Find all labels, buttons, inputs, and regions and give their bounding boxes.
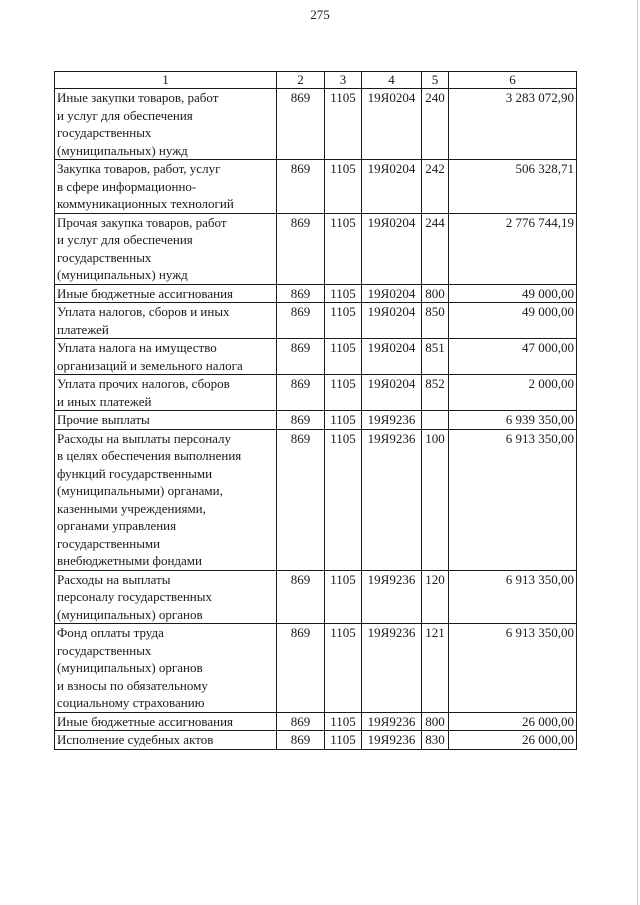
table-row: [55, 160, 577, 214]
code-cell: 869: [277, 339, 325, 375]
amount-cell: 506 328,71: [449, 160, 577, 214]
target-article-cell: 19Я0204: [362, 89, 422, 160]
column-header: 1: [55, 72, 277, 89]
expense-type-cell: 120: [422, 570, 449, 624]
expense-name-cell: Исполнение судебных актов: [55, 731, 277, 750]
target-article-cell: 19Я9236: [362, 624, 422, 713]
column-header: 6: [449, 72, 577, 89]
header-row: [55, 72, 577, 89]
expense-type-cell: 830: [422, 731, 449, 750]
section-cell: 1105: [325, 303, 362, 339]
expense-name-cell: Иные бюджетные ассигнования: [55, 712, 277, 731]
section-cell: 1105: [325, 160, 362, 214]
target-article-cell: 19Я9236: [362, 712, 422, 731]
expense-type-cell: 800: [422, 712, 449, 731]
expense-name-cell: Расходы на выплаты персоналу государственных (муниципальных) органов: [55, 570, 277, 624]
amount-cell: 6 913 350,00: [449, 624, 577, 713]
target-article-cell: 19Я9236: [362, 429, 422, 570]
table-row: [55, 213, 577, 284]
expense-name-cell: Иные закупки товаров, работ и услуг для обеспечения государственных (муниципальных) нужд: [55, 89, 277, 160]
target-article-cell: 19Я9236: [362, 731, 422, 750]
expense-name-cell: Фонд оплаты труда государственных (муниципальных) органов и взносы по обязательному социальному страхованию: [55, 624, 277, 713]
target-article-cell: 19Я0204: [362, 375, 422, 411]
table-row: [55, 339, 577, 375]
amount-cell: 2 776 744,19: [449, 213, 577, 284]
section-cell: 1105: [325, 89, 362, 160]
expense-type-cell: 800: [422, 284, 449, 303]
amount-cell: 3 283 072,90: [449, 89, 577, 160]
budget-table: [54, 71, 577, 750]
expense-type-cell: 850: [422, 303, 449, 339]
section-cell: 1105: [325, 213, 362, 284]
expense-type-cell: [422, 411, 449, 430]
section-cell: 1105: [325, 731, 362, 750]
target-article-cell: 19Я0204: [362, 303, 422, 339]
expense-type-cell: 100: [422, 429, 449, 570]
table-row: [55, 284, 577, 303]
column-header: 4: [362, 72, 422, 89]
expense-name-cell: Уплата налогов, сборов и иных платежей: [55, 303, 277, 339]
amount-cell: 2 000,00: [449, 375, 577, 411]
expense-type-cell: 851: [422, 339, 449, 375]
code-cell: 869: [277, 303, 325, 339]
table-body: [55, 89, 577, 750]
amount-cell: 49 000,00: [449, 284, 577, 303]
code-cell: 869: [277, 375, 325, 411]
amount-cell: 49 000,00: [449, 303, 577, 339]
column-header: 3: [325, 72, 362, 89]
code-cell: 869: [277, 624, 325, 713]
page-edge: [637, 0, 638, 905]
target-article-cell: 19Я9236: [362, 570, 422, 624]
code-cell: 869: [277, 89, 325, 160]
section-cell: 1105: [325, 570, 362, 624]
expense-type-cell: 121: [422, 624, 449, 713]
expense-name-cell: Уплата налога на имущество организаций и земельного налога: [55, 339, 277, 375]
code-cell: 869: [277, 160, 325, 214]
expense-name-cell: Иные бюджетные ассигнования: [55, 284, 277, 303]
section-cell: 1105: [325, 712, 362, 731]
column-header: 5: [422, 72, 449, 89]
target-article-cell: 19Я9236: [362, 411, 422, 430]
section-cell: 1105: [325, 429, 362, 570]
expense-type-cell: 240: [422, 89, 449, 160]
table-row: [55, 303, 577, 339]
expense-name-cell: Прочая закупка товаров, работ и услуг для обеспечения государственных (муниципальных) нужд: [55, 213, 277, 284]
expense-name-cell: Расходы на выплаты персоналу в целях обеспечения выполнения функций государственными (муниципальными) органами, казенными учреждениями, органами управления государственными внебюджетными фондами: [55, 429, 277, 570]
target-article-cell: 19Я0204: [362, 284, 422, 303]
column-header: 2: [277, 72, 325, 89]
section-cell: 1105: [325, 624, 362, 713]
amount-cell: 6 913 350,00: [449, 570, 577, 624]
section-cell: 1105: [325, 339, 362, 375]
section-cell: 1105: [325, 411, 362, 430]
table-row: [55, 411, 577, 430]
expense-name-cell: Уплата прочих налогов, сборов и иных платежей: [55, 375, 277, 411]
table-row: [55, 731, 577, 750]
expense-type-cell: 852: [422, 375, 449, 411]
code-cell: 869: [277, 570, 325, 624]
code-cell: 869: [277, 712, 325, 731]
expense-type-cell: 242: [422, 160, 449, 214]
table-row: [55, 429, 577, 570]
table-row: [55, 624, 577, 713]
table-row: [55, 89, 577, 160]
amount-cell: 6 939 350,00: [449, 411, 577, 430]
code-cell: 869: [277, 731, 325, 750]
amount-cell: 26 000,00: [449, 731, 577, 750]
amount-cell: 6 913 350,00: [449, 429, 577, 570]
amount-cell: 26 000,00: [449, 712, 577, 731]
expense-name-cell: Закупка товаров, работ, услуг в сфере информационно- коммуникационных технологий: [55, 160, 277, 214]
expense-type-cell: 244: [422, 213, 449, 284]
amount-cell: 47 000,00: [449, 339, 577, 375]
section-cell: 1105: [325, 375, 362, 411]
section-cell: 1105: [325, 284, 362, 303]
target-article-cell: 19Я0204: [362, 160, 422, 214]
table-row: [55, 375, 577, 411]
table-row: [55, 712, 577, 731]
code-cell: 869: [277, 213, 325, 284]
code-cell: 869: [277, 411, 325, 430]
expense-name-cell: Прочие выплаты: [55, 411, 277, 430]
target-article-cell: 19Я0204: [362, 339, 422, 375]
target-article-cell: 19Я0204: [362, 213, 422, 284]
code-cell: 869: [277, 284, 325, 303]
table-row: [55, 570, 577, 624]
code-cell: 869: [277, 429, 325, 570]
page-number: 275: [310, 7, 330, 22]
